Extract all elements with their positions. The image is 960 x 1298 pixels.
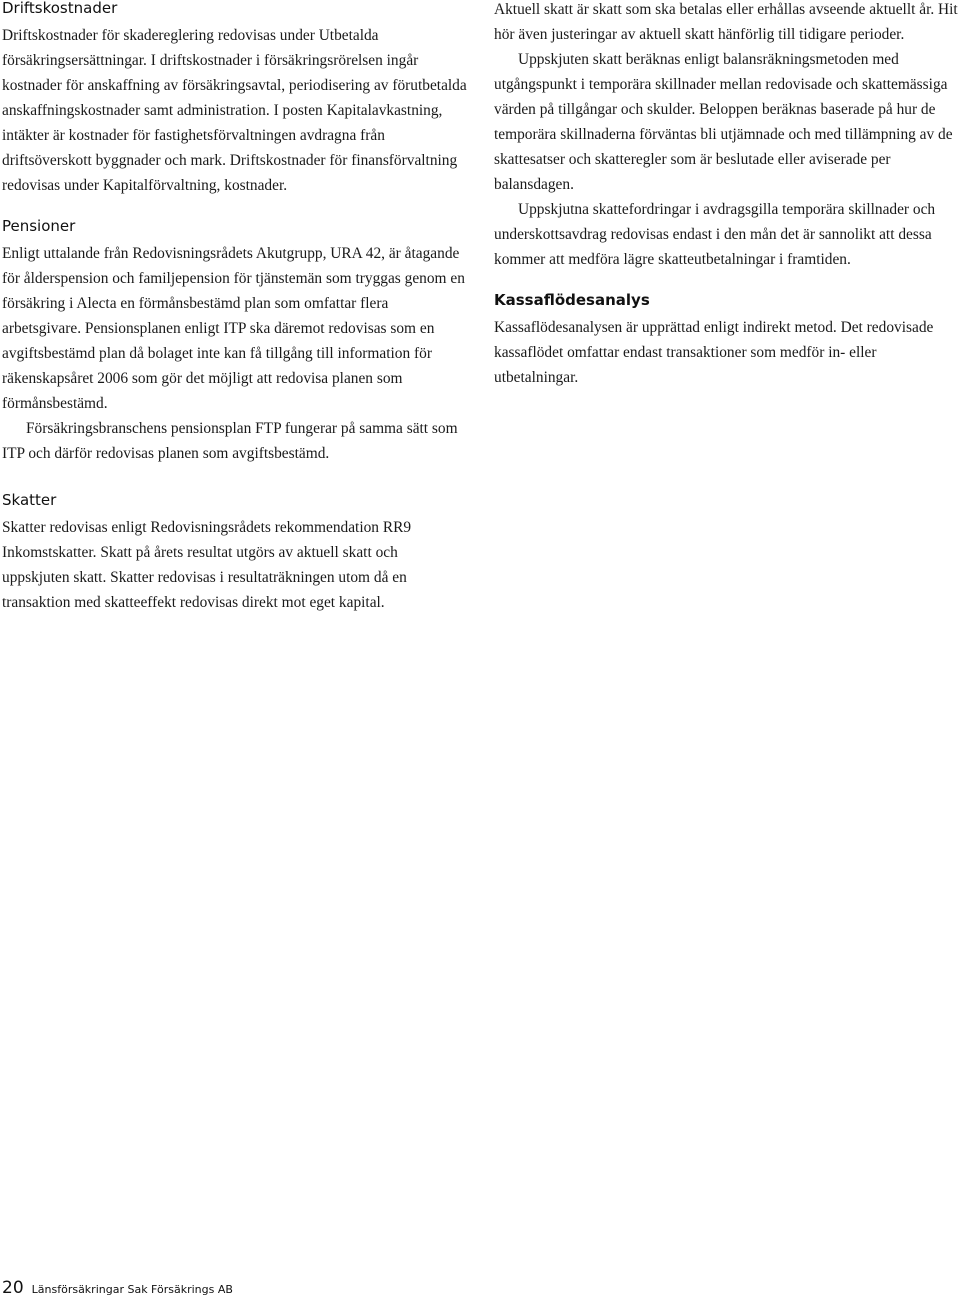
paragraph: Kassaflödesanalysen är upprättad enligt indirekt metod. Det redovisade kassaflödet omfattar endast transaktioner som medför in- eller utbetalningar.	[494, 319, 934, 386]
section-kassaflodesanalys	[494, 292, 958, 390]
left-column	[2, 0, 468, 615]
page-footer	[2, 1278, 233, 1298]
paragraph: Skatter redovisas enligt Redovisningsrådets rekommendation RR9 Inkomstskatter. Skatt på årets resultat utgörs av aktuell skatt och uppskjuten skatt. Skatter redovisas i resultaträkningen utom då en transaktion med skatteeffekt redovisas direkt mot eget kapital.	[2, 519, 412, 611]
section-skatter	[2, 492, 468, 615]
paragraph: Aktuell skatt är skatt som ska betalas eller erhållas avseende aktuellt år. Hit hör även justeringar av aktuell skatt hänförlig till tidigare perioder.	[494, 1, 958, 43]
paragraph: Uppskjutna skattefordringar i avdragsgilla temporära skillnader och underskottsavdrag redovisas endast i den mån det är sannolikt att dessa kommer att medföra lägre skatteutbetalningar i framtiden.	[494, 201, 936, 268]
section-heading: Kassaflödesanalys	[494, 291, 650, 309]
paragraph: Uppskjuten skatt beräknas enligt balansräkningsmetoden med utgångspunkt i temporära skillnader mellan redovisade och skattemässiga värden på tillgångar och skulder. Beloppen beräknas baserade på hur de temporära skillnaderna förväntas bli utjämnade och med tillämpning av de skattesatser och skatteregler som är beslutade eller aviserade per balansdagen.	[494, 51, 953, 193]
section-heading: Skatter	[2, 491, 57, 509]
section-heading: Driftskostnader	[2, 0, 118, 17]
right-column	[494, 0, 958, 390]
section-heading: Pensioner	[2, 217, 76, 235]
section-driftskostnader	[2, 0, 468, 198]
paragraph: Driftskostnader för skadereglering redovisas under Utbetalda försäkringsersättningar. I driftskostnader i försäkringsrörelsen ingår kostnader för anskaffning av försäkringsavtal, periodisering av förutbetalda anskaffningskostnader samt administration. I posten Kapitalavkastning, intäkter är kostnader för fastighetsförvaltningen avdragna från driftsöverskott byggnader och mark. Driftskostnader för finansförvaltning redovisas under Kapitalförvaltning, kostnader.	[2, 27, 467, 194]
company-name: Länsförsäkringar Sak Försäkrings AB	[31, 1283, 233, 1296]
paragraph: Försäkringsbranschens pensionsplan FTP fungerar på samma sätt som ITP och därför redovisas planen som avgiftsbestämd.	[2, 420, 458, 462]
page-number: 20	[2, 1278, 24, 1298]
section-pensioner	[2, 218, 468, 466]
paragraph: Enligt uttalande från Redovisningsrådets Akutgrupp, URA 42, är åtagande för ålderspension och familjepension för tjänstemän som tryggas genom en försäkring i Alecta en förmånsbestämd plan som omfattar flera arbetsgivare. Pensionsplanen enligt ITP ska däremot redovisas som en avgiftsbestämd plan då bolaget inte kan få tillgång till information för räkenskapsåret 2006 som gör det möjligt att redovisa planen som förmånsbestämd.	[2, 245, 465, 412]
